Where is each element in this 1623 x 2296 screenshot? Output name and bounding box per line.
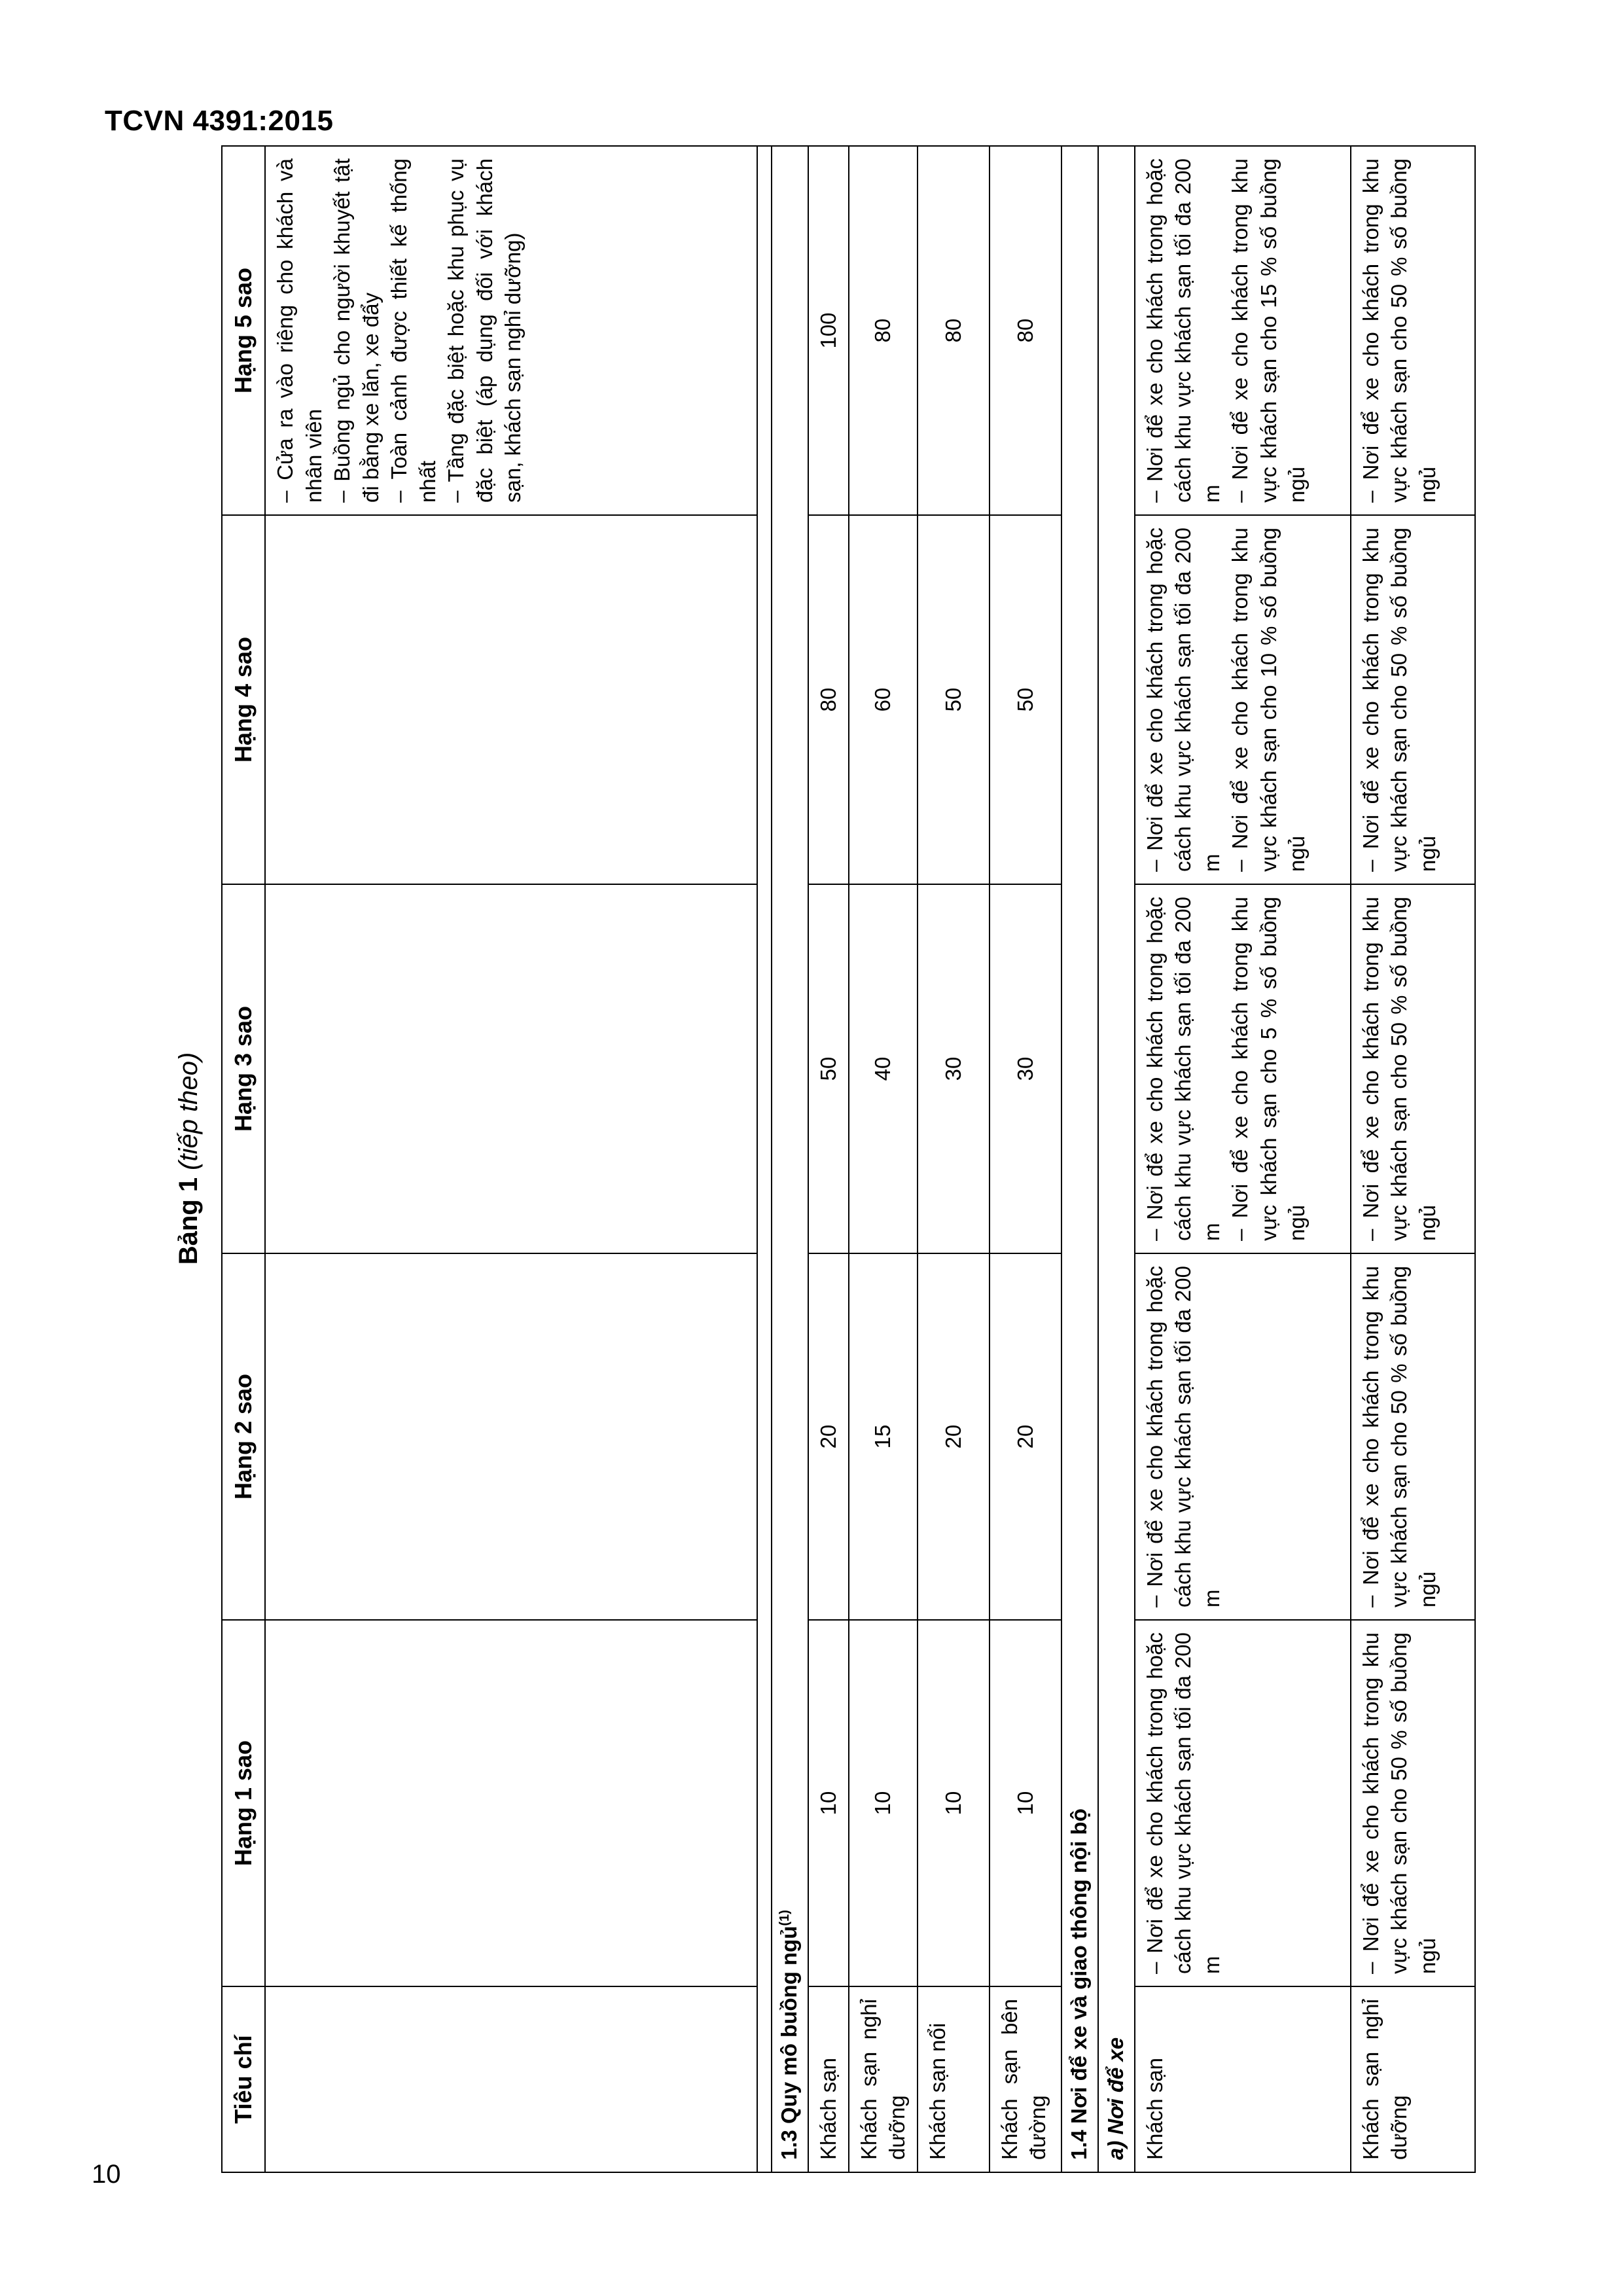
value-cell: 30	[990, 884, 1061, 1253]
parking-item: – Nơi để xe cho khách trong khu vực khách sạn cho 50 % số buồng ngủ	[1358, 158, 1440, 503]
value-cell: 100	[808, 146, 849, 515]
col-header-3-star: Hạng 3 sao	[222, 884, 265, 1253]
parking-item: – Nơi để xe cho khách trong hoặc cách khu vực khách sạn tối đa 200 m	[1142, 158, 1224, 503]
row-label: Khách sạn bên đường	[990, 1986, 1061, 2172]
value-cell: 20	[808, 1253, 849, 1620]
col-header-criteria: Tiêu chí	[222, 1986, 265, 2172]
parking-item: – Nơi để xe cho khách trong khu vực khách sạn cho 50 % số buồng ngủ	[1358, 1266, 1440, 1607]
section-heading	[1061, 146, 1098, 2172]
value-cell: 40	[849, 884, 918, 1253]
rotated-table-container	[157, 144, 1466, 2173]
row-label: Khách sạn	[1135, 1986, 1351, 2172]
section-title: 1.3 Quy mô buồng ngủ	[777, 1926, 801, 2160]
col-header-5-star: Hạng 5 sao	[222, 146, 265, 515]
value-cell: 10	[918, 1620, 990, 1986]
table-caption	[157, 144, 220, 2173]
row-label: Khách sạn nổi	[918, 1986, 990, 2172]
value-cell: 80	[918, 146, 990, 515]
parking-cell	[1135, 1253, 1351, 1620]
caption-main: Bảng 1	[174, 1177, 203, 1265]
parking-item: – Nơi để xe cho khách trong khu vực khách sạn cho 50 % số buồng ngủ	[1358, 897, 1440, 1241]
cell-empty	[265, 1986, 757, 2172]
row-label: Khách sạn	[808, 1986, 849, 2172]
value-cell: 50	[990, 515, 1061, 884]
parking-cell	[1351, 1620, 1475, 1986]
col-header-4-star: Hạng 4 sao	[222, 515, 265, 884]
value-cell: 10	[849, 1620, 918, 1986]
classification-table	[221, 145, 1476, 2173]
feature-item: – Toàn cảnh được thiết kế thống nhất	[387, 158, 440, 503]
parking-item: – Nơi để xe cho khách trong khu vực khách sạn cho 5 % số buồng ngủ	[1228, 897, 1310, 1241]
parking-cell	[1351, 146, 1475, 515]
parking-item: – Nơi để xe cho khách trong khu vực khách sạn cho 50 % số buồng ngủ	[1358, 528, 1440, 872]
parking-cell	[1135, 146, 1351, 515]
value-cell: 50	[918, 515, 990, 884]
subsection-title: a) Nơi để xe	[1098, 146, 1135, 2172]
parking-item: – Nơi để xe cho khách trong khu vực khách sạn cho 10 % số buồng ngủ	[1228, 528, 1310, 872]
parking-cell	[1351, 1253, 1475, 1620]
table-row	[808, 146, 849, 2172]
parking-cell	[1351, 884, 1475, 1253]
value-cell: 80	[808, 515, 849, 884]
feature-item: – Tầng đặc biệt hoặc khu phục vụ đặc biệt (áp dụng đối với khách sạn, khách sạn nghỉ dưỡng)	[444, 158, 526, 503]
row-label: Khách sạn nghỉ dưỡng	[849, 1986, 918, 2172]
parking-item: – Nơi để xe cho khách trong khu vực khách sạn cho 50 % số buồng ngủ	[1358, 1632, 1440, 1974]
value-cell: 80	[849, 146, 918, 515]
parking-item: – Nơi để xe cho khách trong khu vực khách sạn cho 15 % số buồng ngủ	[1228, 158, 1310, 503]
continued-row	[265, 146, 757, 2172]
section-title: 1.4 Nơi để xe và giao thông nội bộ	[1061, 146, 1098, 2172]
parking-item: – Nơi để xe cho khách trong hoặc cách khu vực khách sạn tối đa 200 m	[1142, 897, 1224, 1241]
parking-cell	[1135, 884, 1351, 1253]
subsection-heading	[1098, 146, 1135, 2172]
feature-item: – Cửa ra vào riêng cho khách và nhân viên	[273, 158, 326, 503]
table-row	[1135, 146, 1351, 2172]
value-cell: 80	[990, 146, 1061, 515]
cell-empty	[265, 884, 757, 1253]
cell-empty	[265, 1620, 757, 1986]
cell-empty	[265, 515, 757, 884]
value-cell: 20	[918, 1253, 990, 1620]
standard-code: TCVN 4391:2015	[105, 105, 334, 137]
cell-empty	[265, 1253, 757, 1620]
table-row	[1351, 146, 1475, 2172]
parking-cell	[1135, 515, 1351, 884]
section-heading	[772, 146, 808, 2172]
row-label: Khách sạn nghỉ dưỡng	[1351, 1986, 1475, 2172]
feature-item: – Buồng ngủ cho người khuyết tật đi bằng xe lăn, xe đẩy	[330, 158, 383, 503]
footnote-mark: (1)	[777, 1910, 792, 1926]
parking-cell	[1135, 1620, 1351, 1986]
value-cell: 30	[918, 884, 990, 1253]
value-cell: 10	[808, 1620, 849, 1986]
parking-cell	[1351, 515, 1475, 884]
page-number: 10	[92, 2160, 121, 2189]
value-cell: 15	[849, 1253, 918, 1620]
parking-item: – Nơi để xe cho khách trong hoặc cách khu vực khách sạn tối đa 200 m	[1142, 528, 1224, 872]
table-row	[849, 146, 918, 2172]
cell-5-star-features	[265, 146, 757, 515]
value-cell: 60	[849, 515, 918, 884]
header-row	[222, 146, 265, 2172]
col-header-1-star: Hạng 1 sao	[222, 1620, 265, 1986]
table-row	[918, 146, 990, 2172]
parking-item: – Nơi để xe cho khách trong hoặc cách khu vực khách sạn tối đa 200 m	[1142, 1266, 1224, 1607]
col-header-2-star: Hạng 2 sao	[222, 1253, 265, 1620]
value-cell: 20	[990, 1253, 1061, 1620]
caption-note: (tiếp theo)	[174, 1052, 203, 1170]
value-cell: 10	[990, 1620, 1061, 1986]
value-cell: 50	[808, 884, 849, 1253]
spacer-row	[757, 146, 772, 2172]
table-row	[990, 146, 1061, 2172]
parking-item: – Nơi để xe cho khách trong hoặc cách khu vực khách sạn tối đa 200 m	[1142, 1632, 1224, 1974]
